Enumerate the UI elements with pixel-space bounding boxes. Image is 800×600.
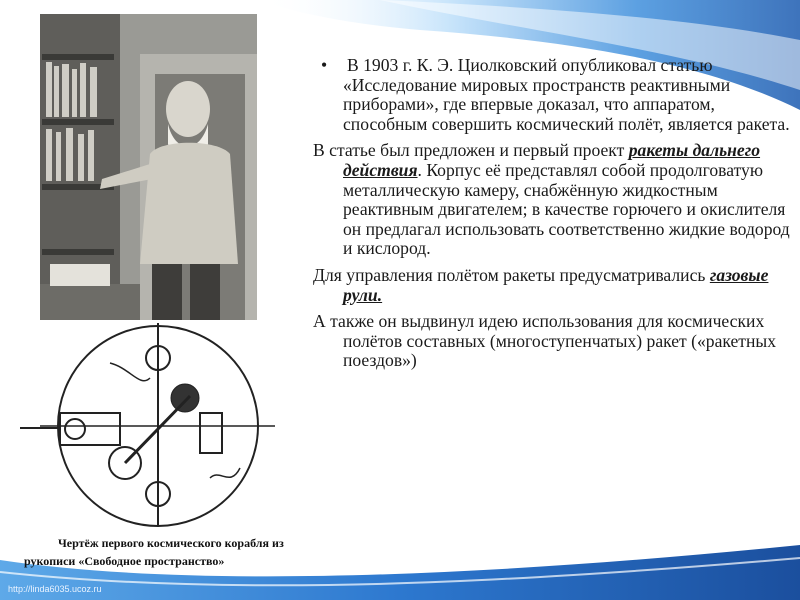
emphasis-rocket-long-range: ракеты дальнего действия: [343, 140, 761, 180]
paragraph-4-text: А также он выдвинул идею использования для космических полётов составных (многоступенчатых) ракет («ракетных поездов»): [313, 311, 777, 371]
caption-line-2: рукописи «Свободное пространство»: [24, 554, 225, 568]
drawing-caption: [24, 534, 378, 570]
main-text: [313, 56, 793, 378]
bullet-icon: •: [321, 55, 328, 75]
paragraph-2-text-b: . Корпус её представлял собой продолговатую металлическую камеру, снабжённую жидкостным реактивным двигателем; в качестве горючего и окислителя он предлагал использовать соответственно жидкие водород и кислород.: [343, 159, 790, 259]
emphasis-gas-rudders: газовые рули.: [343, 264, 769, 305]
paragraph-3: [313, 266, 793, 305]
paragraph-2-text-a: В статье был предложен и первый проект: [313, 140, 629, 161]
spaceship-drawing: [20, 318, 285, 528]
portrait-photo: [40, 14, 257, 320]
paragraph-1-text: В 1903 г. К. Э. Циолковский опубликовал статью «Исследование мировых пространств реактивными приборами», где впервые доказал, что аппаратом, способным совершить космический полёт, является ракета.: [343, 55, 790, 134]
footer-url: http://linda6035.ucoz.ru: [8, 584, 102, 594]
paragraph-4: [313, 312, 793, 371]
paragraph-2: [313, 141, 793, 259]
caption-line-1: Чертёж первого космического корабля из: [58, 536, 284, 550]
paragraph-1: [313, 56, 793, 134]
paragraph-3-text: Для управления полётом ракеты предусматривались: [313, 264, 710, 285]
